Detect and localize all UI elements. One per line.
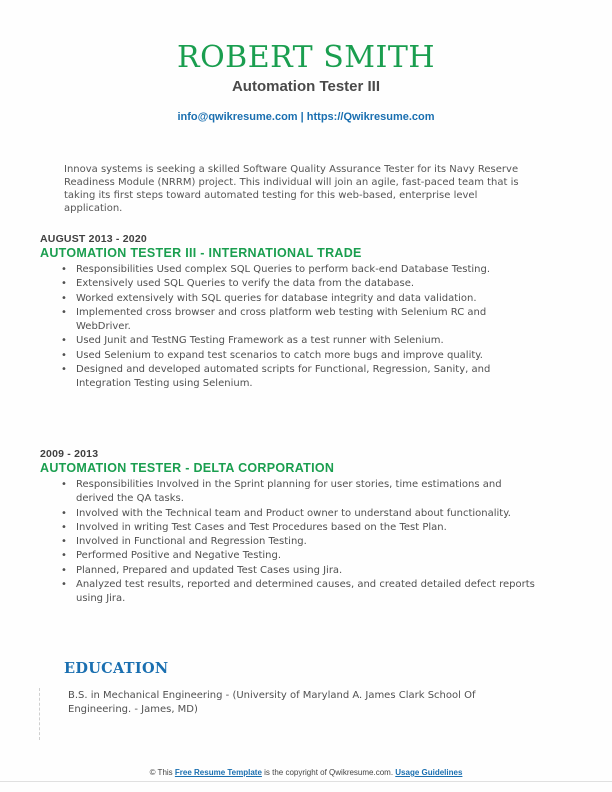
bullet-icon: • — [61, 564, 67, 576]
bullet-item: • Involved in writing Test Cases and Test Procedures based on the Test Plan. — [76, 521, 540, 535]
bullet-icon: • — [61, 550, 67, 562]
contact-line — [0, 111, 612, 123]
bullet-icon: • — [61, 306, 67, 318]
candidate-title: Automation Tester III — [231, 78, 381, 95]
bullet-icon: • — [61, 349, 67, 361]
bullet-item: • Involved in Functional and Regression Testing. — [76, 535, 540, 549]
footer-prefix: © This — [149, 768, 175, 777]
experience-entry — [40, 233, 540, 392]
bullet-item: • Designed and developed automated scripts for Functional, Regression, Sanity, and Integration Testing using Selenium. — [61, 364, 491, 390]
bullet-item: • Used Junit and TestNG Testing Framework as a test runner with Selenium. — [76, 334, 540, 348]
bullet-item: • Extensively used SQL Queries to verify the data from the database. — [76, 277, 540, 291]
bullet-item: • Performed Positive and Negative Testing. — [76, 549, 540, 563]
bullet-icon: • — [61, 479, 67, 490]
bullet-icon: • — [61, 579, 67, 591]
bullet-icon: • — [61, 364, 67, 376]
bullet-icon: • — [61, 536, 67, 548]
bullet-icon: • — [61, 521, 67, 533]
bullet-icon: • — [61, 278, 67, 290]
free-resume-template-link[interactable]: Free Resume Template — [174, 768, 262, 777]
candidate-name: ROBERT SMITH — [176, 40, 436, 75]
job-bullets — [40, 478, 540, 607]
education-heading: EDUCATION — [64, 660, 169, 677]
bullet-item: • Responsibilities Involved in the Sprint planning for user stories, time estimations and derived the QA tasks. — [61, 479, 502, 505]
job-dates: AUGUST 2013 - 2020 — [40, 233, 147, 245]
email-link[interactable]: info@qwikresume.com — [177, 111, 298, 123]
footer — [0, 768, 612, 777]
footer-divider — [0, 781, 612, 782]
education-divider — [39, 688, 40, 740]
usage-guidelines-link[interactable]: Usage Guidelines — [395, 768, 463, 777]
bullet-icon: • — [61, 292, 67, 304]
bullet-item: • Used Selenium to expand test scenarios to catch more bugs and improve quality. — [76, 349, 540, 363]
bullet-item: • Worked extensively with SQL queries for database integrity and data validation. — [76, 292, 540, 306]
experience-entry — [40, 448, 540, 607]
bullet-item: • Involved with the Technical team and Product owner to understand about functionality. — [76, 507, 540, 521]
job-role: AUTOMATION TESTER - DELTA CORPORATION — [40, 461, 335, 475]
bullet-icon: • — [61, 507, 67, 519]
contact-separator: | — [297, 111, 307, 123]
job-bullets — [40, 263, 540, 392]
footer-copyright: is the copyright of Qwikresume.com. — [261, 768, 396, 777]
summary-paragraph: Innova systems is seeking a skilled Software Quality Assurance Tester for its Navy Reserve Readiness Module (NRRM) project. This individual will join an agile, fast-paced team that is taking its first steps toward automated testing for this web-based, enterprise level application. — [64, 164, 519, 214]
bullet-icon: • — [61, 264, 67, 275]
job-role: AUTOMATION TESTER III - INTERNATIONAL TRADE — [40, 246, 362, 260]
bullet-item: • Implemented cross browser and cross platform web testing with Selenium RC and WebDriver. — [61, 306, 487, 333]
job-dates: 2009 - 2013 — [40, 448, 99, 460]
bullet-item: • Responsibilities Used complex SQL Queries to perform back-end Database Testing. — [76, 263, 540, 277]
website-link[interactable]: https://Qwikresume.com — [306, 111, 435, 123]
bullet-item: • Planned, Prepared and updated Test Cases using Jira. — [76, 564, 540, 578]
bullet-icon: • — [61, 335, 67, 347]
education-entry: B.S. in Mechanical Engineering - (University of Maryland A. James Clark School Of Engineering. - James, MD) — [68, 690, 476, 715]
bullet-item: • Analyzed test results, reported and determined causes, and created detailed defect reports using Jira. — [61, 579, 535, 605]
